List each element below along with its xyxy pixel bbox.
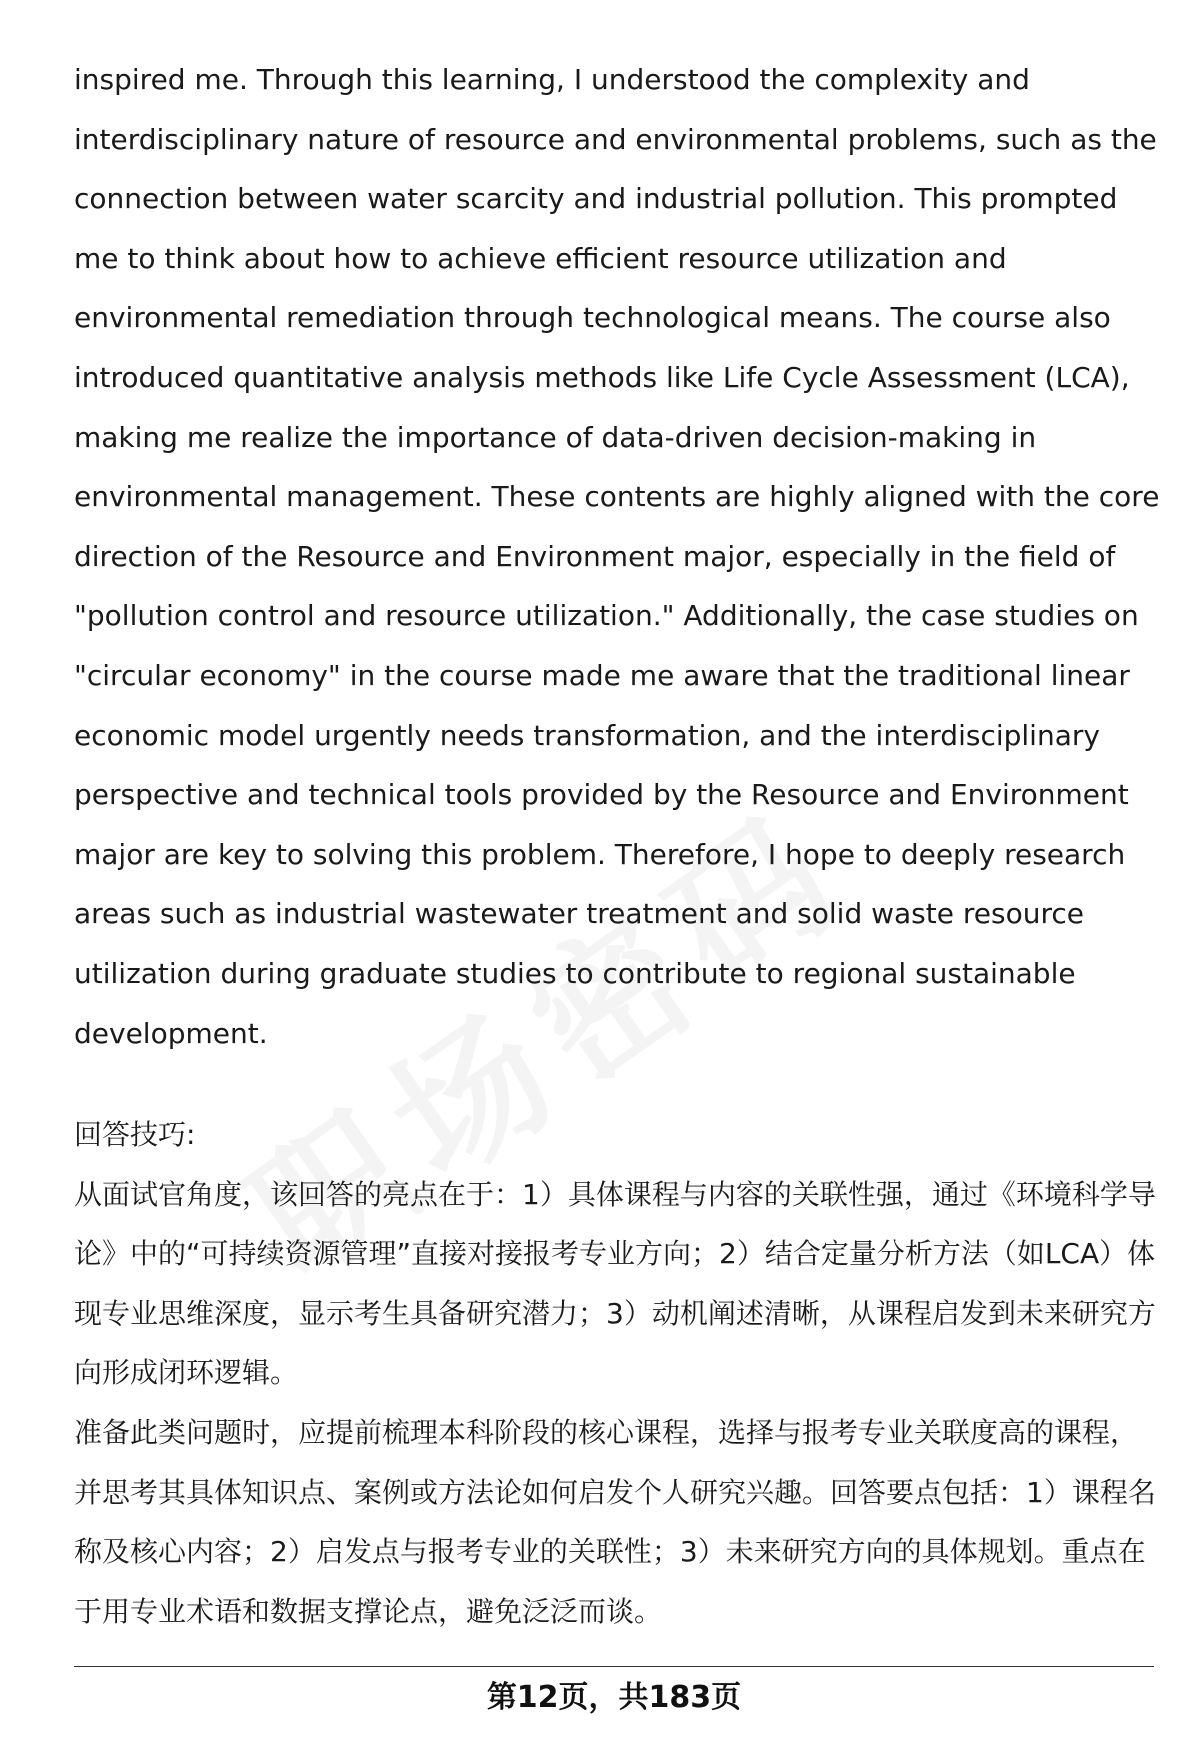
answer-paragraph: inspired me. Through this learning, I understood the complexity and interdisciplinary nature of resource and environmental problems, such as the connection between water scarcity and industrial pollution. This prompted me to think about how to achieve efficient resource utilization and environmental remediation through technological means. The course also introduced quantitative analysis methods like Life Cycle Assessment (LCA), making me realize the importance of data-driven decision-making in environmental management. These contents are highly aligned with the core direction of the Resource and Environment major, especially in the field of "pollution control and resource utilization." Additionally, the case studies on "circular economy" in the course made me aware that the traditional linear economic model urgently needs transformation, and the interdisciplinary perspective and technical tools provided by the Resource and Environment major are key to solving this problem. Therefore, I hope to deeply research areas such as industrial wastewater treatment and solid waste resource utilization during graduate studies to contribute to regional sustainable development. — [74, 63, 1160, 1050]
footer-divider — [74, 1666, 1154, 1667]
page-number-footer: 第12页，共183页 — [486, 1680, 742, 1715]
tips-paragraph-2: 准备此类问题时，应提前梳理本科阶段的核心课程，选择与报考专业关联度高的课程，并思考其具体知识点、案例或方法论如何启发个人研究兴趣。回答要点包括：1）课程名称及核心内容；2）启发点与报考专业的关联性；3）未来研究方向的具体规划。重点在于用专业术语和数据支撑论点，避免泛泛而谈。 — [74, 1416, 1156, 1628]
tips-paragraph-1: 从面试官角度，该回答的亮点在于：1）具体课程与内容的关联性强，通过《环境科学导论》中的“可持续资源管理”直接对接报考专业方向；2）结合定量分析方法（如LCA）体现专业思维深度，显示考生具备研究潜力；3）动机阐述清晰，从课程启发到未来研究方向形成闭环逻辑。 — [74, 1177, 1156, 1390]
page-content — [74, 50, 1164, 1641]
tips-label: 回答技巧: — [74, 1118, 196, 1152]
